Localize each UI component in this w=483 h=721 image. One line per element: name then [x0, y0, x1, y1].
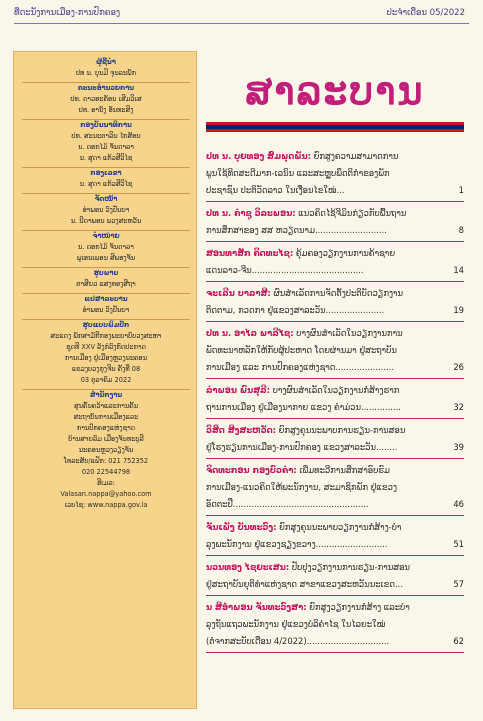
sidebar-line: ບ້ານສາຍລົມ ເມືອງຈັນທະບູລີ	[68, 435, 144, 443]
toc-title-text: ຍົກສູງວຽກງານກໍ່ສ້າງ ແລະບໍາ	[306, 602, 410, 612]
toc-entry-line	[206, 496, 464, 513]
toc-page-number: 62	[453, 636, 464, 646]
sidebar-divider	[22, 167, 190, 168]
toc-divider	[206, 595, 464, 596]
toc-title-text: ລຸງພະນັກງານ ຢູ່ແຂວງຊຽງຂວາງ...........................	[206, 539, 388, 549]
toc-entry-line	[206, 422, 464, 439]
toc-title-text: ພັດທະນາຫລັກໃຫ້ກັບຜູ້ປະຫາດ ໂດຍຜ່ານມາ ຢູ່ສະຖາບັນ	[206, 345, 397, 355]
toc-page-number: 51	[453, 539, 464, 549]
running-header	[14, 6, 465, 22]
toc-entry-line	[206, 165, 464, 182]
sidebar-divider	[22, 319, 190, 320]
toc-entry-line	[206, 182, 464, 199]
toc-title-text: ພູນໃຊ້ທິດສະດີມາກ-ເລນິນ ແລະສະຫຼູບພຶດຕິກໍາຂອງພັກ	[206, 168, 390, 178]
sidebar-line: ແຂວງບວງກຸງຈີນ ຄັ້ງທີ່ 08	[71, 365, 141, 373]
toc-page-number: 32	[453, 402, 464, 412]
toc-title-text: ແນວຄິດໄຊ້ຈີມິນກ່ຽວກັບພື້ນຖານ	[295, 208, 407, 218]
toc-entry-line	[206, 536, 464, 553]
toc-divider	[206, 281, 464, 282]
toc-title-text: ຍົກສູງຄວາມສາມາດການ	[310, 151, 399, 161]
toc-page-number: 57	[453, 579, 464, 589]
sidebar-divider	[22, 193, 190, 194]
toc-entry[interactable]	[206, 422, 464, 456]
toc-author: ປທ ນ. ອາໄລ ພາລີໄຊ:	[206, 328, 294, 338]
toc-divider	[206, 418, 464, 419]
sidebar-line: ນ. ດອກໄມ້ ຈັນດາລາ	[78, 243, 134, 251]
toc-entry[interactable]	[206, 325, 464, 376]
toc-title-text: ຖານການເມືອງ ຢູ່ເມືອງນາກາຍ ແຂວງ ຄໍາມ່ວນ...............	[206, 402, 401, 412]
toc-entry[interactable]	[206, 285, 464, 319]
toc-page-number: 1	[458, 185, 464, 195]
sidebar-line: ປທ. ອານັງ ອັນທະສິງ	[78, 106, 134, 114]
toc-page-number: 46	[453, 499, 464, 509]
sidebar-section-title: ຈັດໜ້າ	[94, 195, 118, 203]
toc-author: ນ ສີອໍາພອນ ຈັນທະວົງສາ:	[206, 602, 307, 612]
toc-entry-line	[206, 616, 464, 633]
toc-title-text: ແດນລາວ-ຈີນ..........................................	[206, 265, 364, 275]
toc-entry-line	[206, 576, 464, 593]
toc-entry[interactable]	[206, 382, 464, 416]
toc-entry-line	[206, 599, 464, 616]
toc-page-number: 19	[453, 305, 464, 315]
toc-divider	[206, 241, 464, 242]
toc-title-text: ອັດຕະປື...................................................	[206, 499, 369, 509]
toc-entry-line	[206, 382, 464, 399]
toc-title-text: ຍົກສູງຄຸນນະພາບວຽກງານກໍ່ສ້າງ-ບໍາ	[276, 522, 402, 532]
sidebar-section-title: ຮູບພາບ	[93, 269, 119, 277]
toc-author: ນວນທອງ ໄຊຍະເສນ:	[206, 562, 290, 572]
sidebar-divider	[22, 82, 190, 83]
toc-title-text: ຄຸ້ມຄອງວຽກງານການຄ້າຊາຍ	[293, 248, 396, 258]
sidebar-line: ພູເອນເພອນ ສີພອງຈັນ	[76, 254, 136, 262]
sidebar-line: ປທ. ສະນະຕາລິນ ໄກສັອນ	[71, 132, 141, 140]
sidebar-line: ໂທລະສັບ/ແຟັກ: 021 752352	[63, 457, 149, 465]
sidebar-line: Valasan.nappa@yahoo.com	[60, 490, 152, 498]
toc-entry-line	[206, 519, 464, 536]
toc-divider	[206, 321, 464, 322]
toc-title-text: ຍົກສູງຄຸນນະພາບການຮຽນ-ການສອນ	[275, 425, 406, 435]
toc-author: ປທ ນ. ບຸຍທອງ ສົມພຸດພັນ:	[206, 151, 311, 161]
toc-page-number: 26	[453, 362, 464, 372]
toc-entry-line	[206, 325, 464, 342]
title-area	[206, 64, 464, 118]
toc-entry[interactable]	[206, 148, 464, 199]
toc-page-number: 8	[458, 225, 464, 235]
toc-entry[interactable]	[206, 462, 464, 513]
toc-entry[interactable]	[206, 519, 464, 553]
toc-author: ລໍາພອນ ພົນສຸລີ:	[206, 385, 270, 395]
toc-author: ປທ ນ. ຄໍາຊູ ວິລະພອນ:	[206, 208, 296, 218]
sidebar-line: ອໍາພອນ ວົງປັນຍາ	[82, 306, 130, 314]
sidebar-divider	[22, 267, 190, 268]
toc-title-text: ບາງຜົນສໍາເລັດໃນວຽກງານກໍ່ສ້າງຮາກ	[269, 385, 400, 395]
toc-divider	[206, 515, 464, 516]
sidebar-line: 020 22544798	[81, 468, 131, 476]
toc-entry-line	[206, 148, 464, 165]
toc-title-text: ການເມືອງ ແລະ ການປົກຄອງແຫ່ງຊາດ......................	[206, 362, 394, 372]
page-title: ສາລະບານ	[245, 68, 425, 113]
toc-author: ຈິດທະກອນ ກອງບົວຄໍາ:	[206, 465, 297, 475]
toc-title-text: ຢູ່ໂຮງຮຽນການເມືອງ-ການປົກຄອງ ແຂວງສາລະວັນ........	[206, 442, 398, 452]
sidebar-section-title: ຄະນະອໍານວຍການ	[77, 84, 135, 92]
toc-title-text: ຜົນສໍາເລັດການຈັດຕັ້ງປະຕິບັດວຽກງານ	[270, 288, 404, 298]
toc-title-text: ເພີ່ມທະວີການສຶກສາອົບຮົມ	[296, 465, 390, 475]
toc-entry-line	[206, 479, 464, 496]
toc-title-text: ການເມືອງ-ແນວຄິດໃຫ້ພະນັກງານ, ສະມາຊິກພັກ ຢູ່ແຂວງ	[206, 482, 397, 492]
sidebar-line: ອີເມລ:	[97, 479, 115, 487]
sidebar-section-title: ຈໍາໜ່າຍ	[92, 232, 120, 240]
toc-entry-line	[206, 633, 464, 650]
toc-divider	[206, 555, 464, 556]
sidebar-line: ສະຖາບັນການເມືອງແລະ	[73, 413, 139, 421]
toc-entry-line	[206, 222, 464, 239]
sidebar-line: ຕາສີຍວ ແສງທອງສີຖາ	[76, 280, 136, 288]
header-publication-name: ທີ່ດະນັງການເມືອງ-ການປົກຄອງ	[14, 8, 121, 18]
sidebar-line: ສູນຄົ້ນຄວ້າແລະການຄັ້ນ	[73, 402, 139, 410]
sidebar-line: ນ. ນີດາພອນ ພວງສະຫວັນ	[70, 217, 142, 225]
credits-sidebar	[13, 51, 197, 709]
toc-title-text: ບາງຜົນສໍາເລັດໃນວຽກງານການ	[293, 328, 403, 338]
toc-entry-line	[206, 559, 464, 576]
toc-entry-line	[206, 462, 464, 479]
toc-page-number: 39	[453, 442, 464, 452]
toc-entry-line	[206, 342, 464, 359]
toc-divider	[206, 458, 464, 459]
toc-title-text: ການສຶກສາຂອງ ສສ ຫວຽດນາມ...........................	[206, 225, 387, 235]
toc-entry-line	[206, 285, 464, 302]
sidebar-line: ນ. ສຸດາ ແກ້ວສີວິໄຊ	[79, 180, 133, 188]
sidebar-line: ນະຄອນຫຼວງວຽງຈັນ	[78, 446, 134, 454]
sidebar-section-title: ຜູ້ຊີ້ນໍາ	[96, 58, 116, 66]
sidebar-divider	[22, 230, 190, 231]
toc-divider	[206, 378, 464, 379]
sidebar-line: ເວບໄຊ: www.nappa.gov.la	[64, 501, 148, 509]
sidebar-section-title: ຮູບແບບພິມປັກ	[82, 321, 130, 329]
toc-entry-line	[206, 302, 464, 319]
sidebar-section-title: ກອງບັນນາທິການ	[80, 121, 132, 129]
toc-title-text: ລຸງຖັນແຖວພະນັກງານ ຢູ່ແຂວງບໍລິຄໍາໄຊ ໃນໄລຍະໃໝ່	[206, 619, 386, 629]
toc-entry-line	[206, 359, 464, 376]
toc-entry[interactable]	[206, 599, 464, 650]
toc-entry-line	[206, 205, 464, 222]
sidebar-line: ການເມືອງ ຢູ່ເມືອງຫຼວງນະຄອນ	[64, 354, 148, 362]
toc-title-text: (ຕໍ່ຈາກສະບັບເດືອນ 4/2022)...............................	[206, 636, 390, 646]
toc-author: ວິສິດ ສີງສະຫວັດ:	[206, 425, 276, 435]
toc-title-text: ຕິດຕາມ, ກວດກາ ຢູ່ແຂວງສາລະວັນ......................	[206, 305, 385, 315]
sidebar-divider	[22, 119, 190, 120]
toc-page-number: 14	[453, 265, 464, 275]
toc-entry-line	[206, 439, 464, 456]
sidebar-line: ອໍາພອນ ວົງປັນຍາ	[82, 206, 130, 214]
toc-title-text: ປັບປຸງວຽກງານການຮຽນ-ການສອນ	[289, 562, 410, 572]
sidebar-divider	[22, 293, 190, 294]
sidebar-divider	[22, 389, 190, 390]
toc-entry-line	[206, 245, 464, 262]
sidebar-line: ສະແດງ ພັກສາມັກີກອງພະຍາບົບວງສະຫາ	[50, 332, 162, 340]
header-issue: ປະຈໍາເດືອນ 05/2022	[386, 8, 465, 18]
toc-author: ຈັນເພັງ ບັນທະວົງ:	[206, 522, 277, 532]
toc-author: ສອນທາສັກ ຄິດທະໄຊ:	[206, 248, 294, 258]
toc-title-text: ປະຊາຊົນ ປະຕິວັດລາວ ໃນເງື່ອນໄຂໃໝ່...	[206, 185, 345, 195]
toc-author: ຈະເລີນ ບາລາສີ:	[206, 288, 271, 298]
sidebar-line: ການປົກຄອງແຫ່ງຊາດ	[76, 424, 136, 432]
sidebar-section-title: ສໍານັກງານ	[89, 391, 123, 399]
toc-entry[interactable]	[206, 205, 464, 239]
sidebar-line: ປທ. ດາວອະຄັອນ ເສີມວິເສ	[70, 95, 142, 103]
sidebar-section-title: ກອງເລຂາ	[90, 169, 122, 177]
toc-entry-line	[206, 262, 464, 279]
toc-title-text: ຢູ່ສະຖາບັນຍຸຕິທໍາແຫ່ງຊາດ ສາຂາແຂວງສະຫວັນນະເຂດ...	[206, 579, 403, 589]
header-rule	[14, 23, 469, 24]
toc-entry[interactable]	[206, 245, 464, 279]
toc-entry[interactable]	[206, 559, 464, 593]
sidebar-section-title: ແປສາລະບານ	[84, 295, 128, 303]
sidebar-line: ນ. ສຸດາ ແກ້ວສີວິໄຊ	[79, 154, 133, 162]
toc-divider	[206, 201, 464, 202]
toc-divider	[206, 652, 464, 653]
lao-flag-stripe	[206, 122, 464, 132]
toc-entry-line	[206, 399, 464, 416]
sidebar-line: ນ. ດອກໄມ້ ຈັນດາລາ	[78, 143, 134, 151]
sidebar-line: 03 ຕຸລາຄົມ 2022	[80, 376, 132, 384]
sidebar-line: ປທ ນ. ບຸນມີ ຈຸນລະພັກ	[75, 69, 137, 77]
sidebar-line: ຊຸດທີ XXV ລັງກໍລົງກົດປະກາດ	[66, 343, 146, 351]
